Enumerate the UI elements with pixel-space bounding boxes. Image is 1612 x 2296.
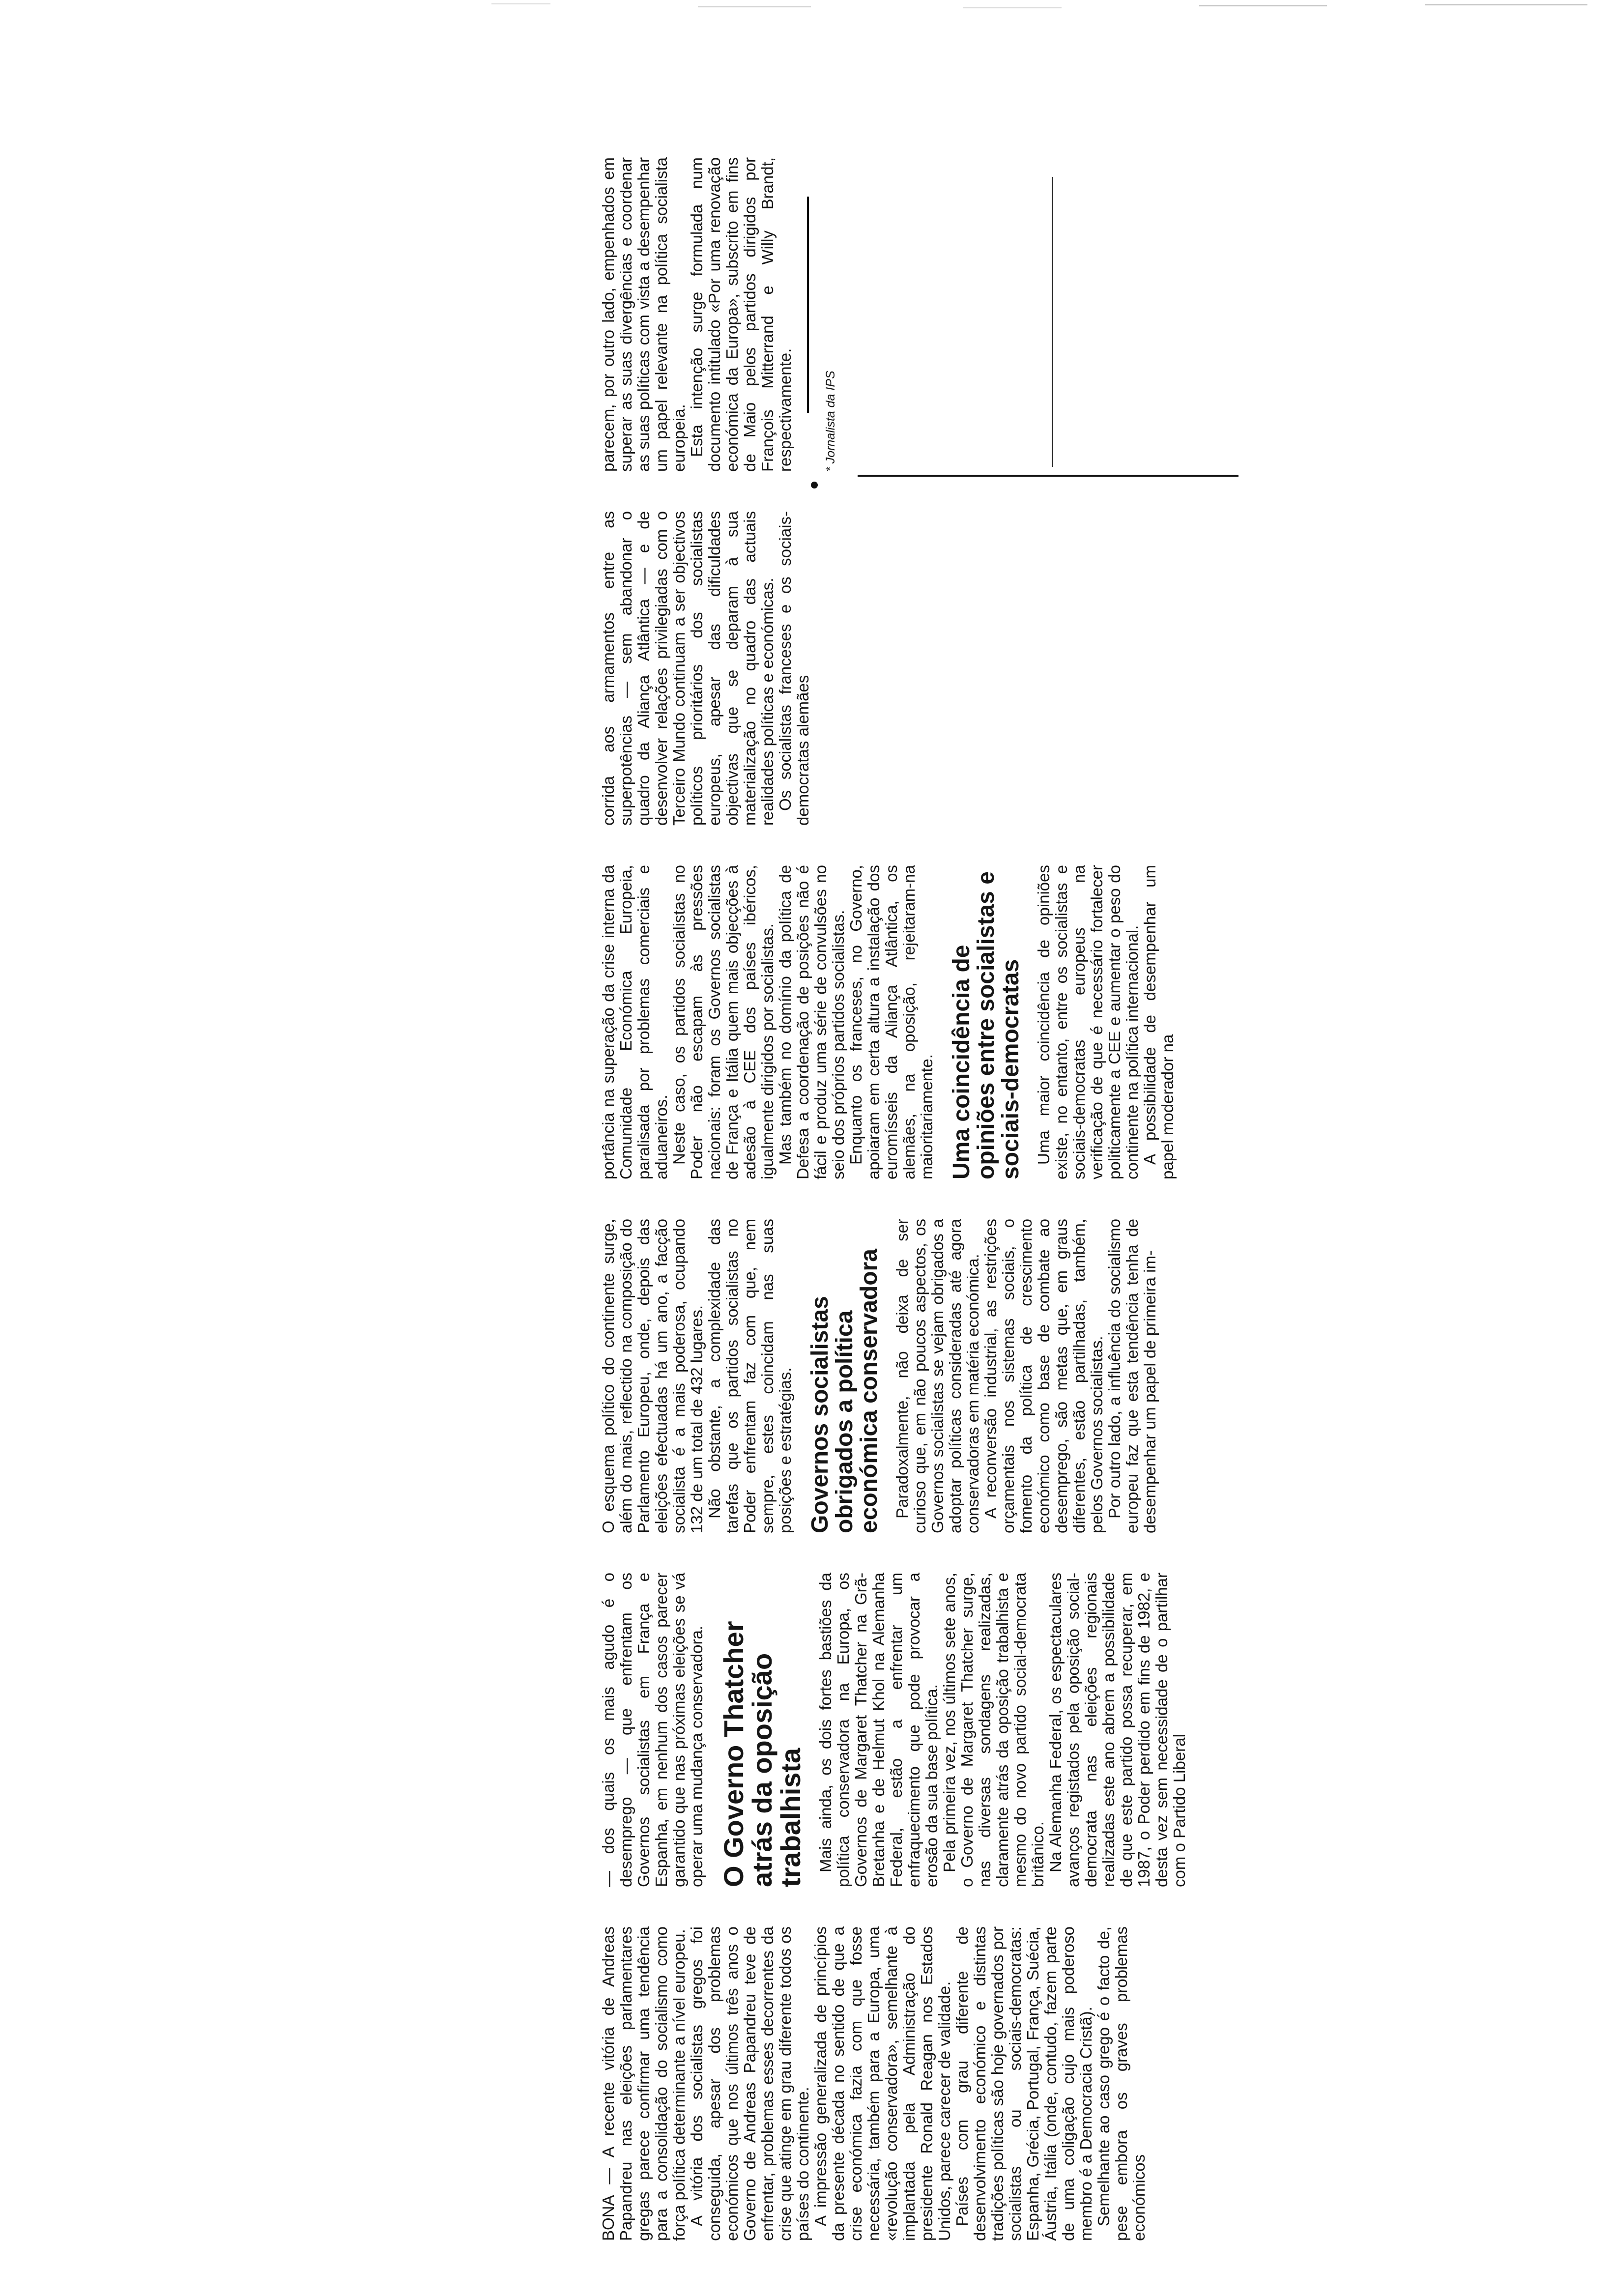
scan-mark (698, 6, 811, 7)
paragraph: A possibilidade de desempenhar um papel moderador na (1141, 865, 1177, 1179)
paragraph: portância na superação da crise interna da Comunidade Económica Europeia, paralisada por problemas comerciais e aduaneiros. (599, 865, 670, 1179)
article-column-3 (600, 1219, 1159, 1533)
article-column-1 (600, 1926, 1148, 2241)
section-heading: Governos socialistas obrigados a política económica conservadora (807, 1249, 882, 1533)
paragraph: Na Alemanha Federal, os espectaculares avanços registados pela oposição social-democrata nas eleições regionais realizadas este ano abrem a possibilidade de que este partido possa recuperar, em 1987, o Poder perdido em fins de 1982, e desta vez sem necessidade de o partilhar com o Partido Liberal (1046, 1573, 1188, 1887)
paragraph: Enquanto os franceses, no Governo, apoiaram em certa altura a instalação dos euromísseis da Aliança Atlântica, os alemães, na oposição, rejeitaram-na maioritariamente. (847, 865, 936, 1179)
paragraph: Mas também no domínio da política de Defesa a coordenação de posições não é fácil e produz uma série de convulsões no seio dos próprios partidos socialistas. (776, 865, 847, 1179)
paragraph: parecem, por outro lado, empenhados em superar as suas divergências e coordenar as suas políticas com vista a desempenhar um papel relevante na política socialista europeia. (599, 157, 688, 472)
scan-mark (1425, 4, 1587, 5)
section-heading: O Governo Thatcher atrás da oposição trabalhista (718, 1621, 806, 1887)
article-column-5 (600, 511, 812, 826)
column-rule (1052, 177, 1053, 467)
paragraph: BONA — A recente vitória de Andreas Papandreu nas eleições parlamentares gregas parece confirmar uma tendência para a consolidação do socialismo como força política determinante a nível europeu. (599, 1926, 688, 2241)
ink-dot (811, 482, 818, 488)
paragraph: Neste caso, os partidos socialistas no Poder não escapam às pressões nacionais: foram os Governos socialistas de França e Itália quem mais objecções à adesão à CEE dos países ibéricos, igualmente dirigidos por socialistas. (670, 865, 777, 1179)
paragraph: Mais ainda, os dois fortes bastiões da política conservadora na Europa, os Governos de Margaret Thatcher na Grã-Bretanha e de Helmut Khol na Alemanha Federal, estão a enfrentar um enfraquecimento que pode provocar a erosão da sua base política. (816, 1573, 941, 1887)
column-rule (858, 475, 1238, 477)
paragraph: Os socialistas franceses e os sociais-democratas alemães (776, 511, 812, 826)
paragraph: A reconversão industrial, as restrições orçamentais nos sistemas sociais, o fomento da política de crescimento económico como base de combate ao desemprego, são metas que, em graus diferentes, estão partilhadas, também, pelos Governos socialistas. (981, 1219, 1106, 1533)
paragraph: Não obstante, a complexidade das tarefas que os partidos socialistas no Poder enfrentam faz com que, nem sempre, estes coincidam nas suas posições e estratégias. (705, 1219, 794, 1533)
article-column-4 (600, 865, 1177, 1179)
paragraph: Uma maior coincidência de opiniões existe, no entanto, entre os socialistas e sociais-democratas europeus na verificação de que é necessário fortalecer politicamente a CEE e aumentar o peso do continente na política internacional. (1035, 865, 1141, 1179)
scan-mark (963, 7, 1062, 8)
paragraph: Paradoxalmente, não deixa de ser curioso que, em não poucos aspectos, os Governos socialistas se vejam obrigados a adoptar políticas consideradas até agora conservadoras em matéria económica. (893, 1219, 982, 1533)
paragraph: A impressão generalizada de princípios da presente década no sentido de que a crise económica fazia com que fosse necessária, também para a Europa, uma «revolução conservadora», semelhante à implantada pela Administração do presidente Ronald Reagan nos Estados Unidos, parece carecer de validade. (811, 1926, 953, 2241)
paragraph: O esquema político do continente surge, além do mais, reflectido na composição do Parlamento Europeu, onde, depois das eleições efectuadas há um ano, a facção socialista é a mais poderosa, ocupando 132 de um total de 432 lugares. (599, 1219, 706, 1533)
section-heading: Uma coincidência de opiniões entre socialistas e sociais-democratas (949, 871, 1024, 1179)
paragraph: — dos quais os mais agudo é o desemprego — que enfrentam os Governos socialistas em França e Espanha, em nenhum dos casos parecer garantido que nas próximas eleições se vá operar uma mudança conservadora. (599, 1573, 706, 1887)
paragraph: Semelhante ao caso grego é o facto de, pese embora os graves problemas económicos (1094, 1926, 1148, 2241)
paragraph: Esta intenção surge formulada num documento intitulado «Por uma renovação económica da Europa», subscrito em fins de Maio pelos partidos dirigidos por François Mitterrand e Willy Brandt, respectivamente. (688, 157, 794, 472)
byline: * Jornalista da IPS (824, 371, 837, 472)
paragraph: Por outro lado, a influência do socialismo europeu faz que esta tendência tenha de desempenhar um papel de primeira im- (1105, 1219, 1159, 1533)
paragraph: Pela primeira vez, nos últimos sete anos, o Governo de Margaret Thatcher surge, nas diversas sondagens realizadas, claramente atrás da oposição trabalhista e mesmo do novo partido social-democrata britânico. (940, 1573, 1047, 1887)
paragraph: Países com grau diferente de desenvolvimento económico e distintas tradições políticas são hoje governados por socialistas ou sociais-democratas: Espanha, Grécia, Portugal, França, Suécia, Áustria, Itália (onde, contudo, fazem parte de uma coligação cujo mais poderoso membro é a Democracia Cristã). (953, 1926, 1095, 2241)
article-column-2 (600, 1573, 1188, 1887)
scan-mark (1199, 5, 1327, 6)
byline-separator (807, 197, 809, 413)
scan-mark (491, 3, 550, 4)
paragraph: corrida aos armamentos entre as superpotências — sem abandonar o quadro da Aliança Atlântica — e de desenvolver relações privilegiadas com o Terceiro Mundo continuam a ser objectivos políticos prioritários dos socialistas europeus, apesar das dificuldades objectivas que se deparam à sua materialização no quadro das actuais realidades políticas e económicas. (599, 511, 777, 826)
paragraph: A vitória dos socialistas gregos foi conseguida, apesar dos problemas económicos que nos últimos três anos o Governo de Andreas Papandreu teve de enfrentar, problemas esses decorrentes da crise que atinge em grau diferente todos os países do continente. (688, 1926, 812, 2241)
newspaper-clipping (324, 138, 1317, 2241)
article-column-6 (600, 157, 839, 472)
